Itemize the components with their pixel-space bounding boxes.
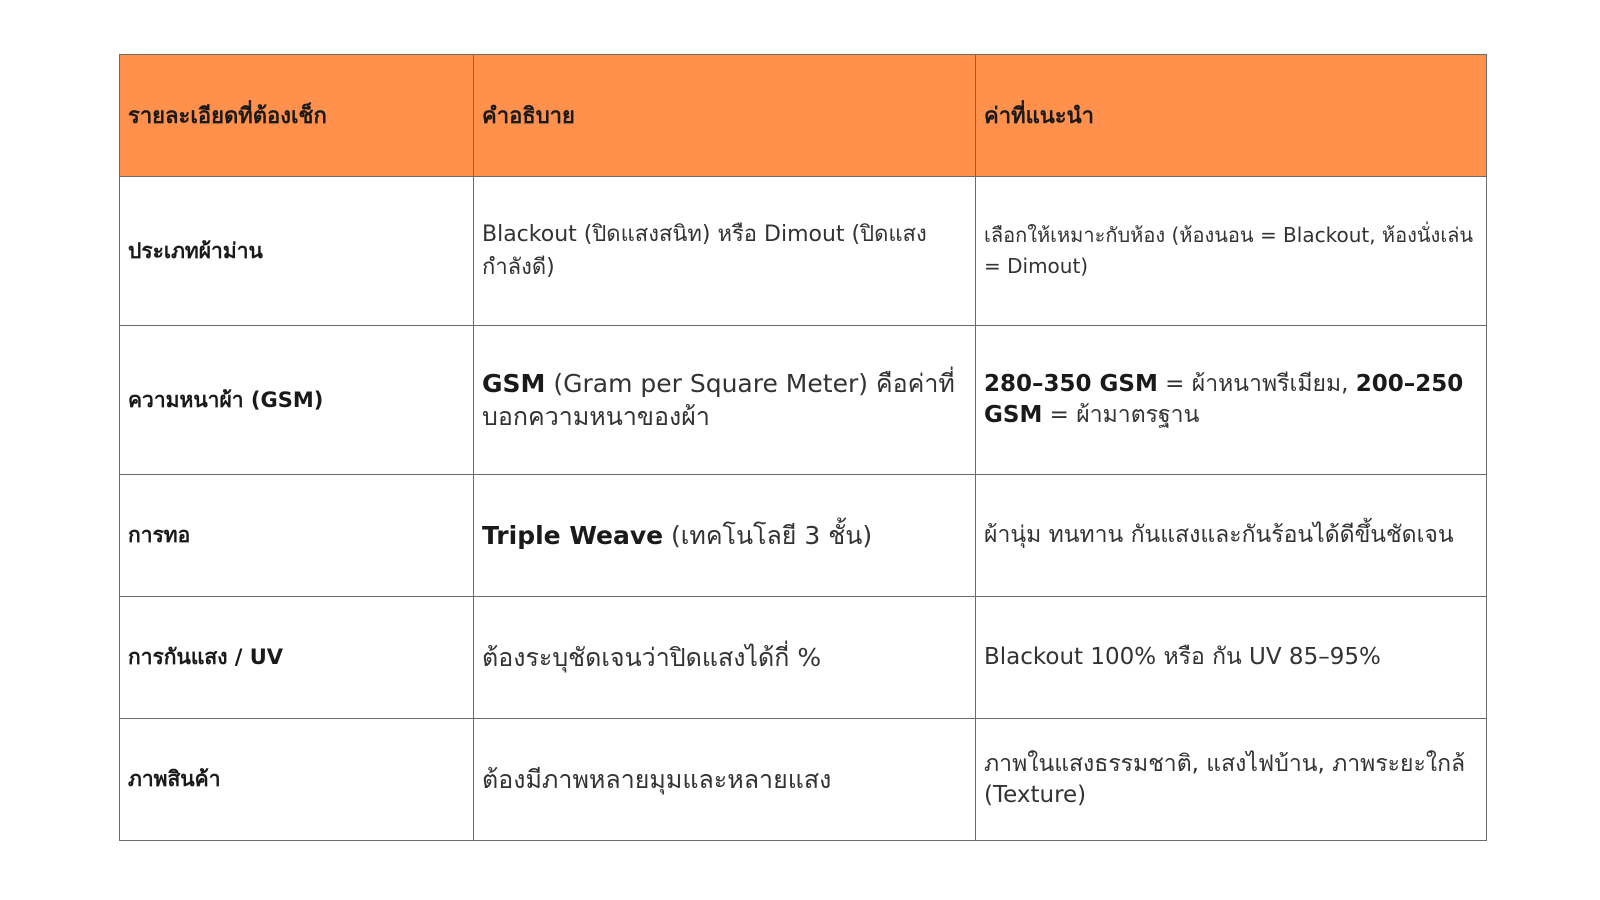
comparison-table-container bbox=[119, 54, 1486, 841]
description-bold: Triple Weave bbox=[482, 521, 664, 550]
recommended-bold: 280–350 GSM bbox=[984, 371, 1158, 397]
header-recommended: ค่าที่แนะนำ bbox=[976, 55, 1487, 177]
row-label: ความหนาผ้า (GSM) bbox=[120, 326, 474, 475]
table-row bbox=[120, 475, 1487, 597]
row-description: ต้องระบุชัดเจนว่าปิดแสงได้กี่ % bbox=[474, 597, 976, 719]
table-row bbox=[120, 177, 1487, 326]
row-recommended: เลือกให้เหมาะกับห้อง (ห้องนอน = Blackout, ห้องนั่งเล่น = Dimout) bbox=[976, 177, 1487, 326]
row-label: ประเภทผ้าม่าน bbox=[120, 177, 474, 326]
recommended-text: = ผ้าหนาพรีเมียม, bbox=[1157, 371, 1356, 397]
row-description: Blackout (ปิดแสงสนิท) หรือ Dimout (ปิดแสงกำลังดี) bbox=[474, 177, 976, 326]
description-bold: GSM bbox=[482, 369, 546, 398]
row-label: การกันแสง / UV bbox=[120, 597, 474, 719]
row-label: ภาพสินค้า bbox=[120, 719, 474, 841]
row-recommended bbox=[976, 326, 1487, 475]
header-detail: รายละเอียดที่ต้องเช็ก bbox=[120, 55, 474, 177]
row-label: การทอ bbox=[120, 475, 474, 597]
description-text: (Gram per Square Meter) คือค่าที่บอกความหนาของผ้า bbox=[482, 369, 955, 431]
table-row bbox=[120, 597, 1487, 719]
header-row bbox=[120, 55, 1487, 177]
curtain-checklist-table bbox=[119, 54, 1487, 841]
table-body bbox=[120, 177, 1487, 841]
recommended-text: = ผ้ามาตรฐาน bbox=[1042, 402, 1200, 428]
recommended-bold: 200–250 GSM bbox=[984, 371, 1464, 428]
row-description bbox=[474, 475, 976, 597]
row-description bbox=[474, 326, 976, 475]
row-description: ต้องมีภาพหลายมุมและหลายแสง bbox=[474, 719, 976, 841]
header-description: คำอธิบาย bbox=[474, 55, 976, 177]
table-header bbox=[120, 55, 1487, 177]
description-text: (เทคโนโลยี 3 ชั้น) bbox=[663, 521, 873, 550]
row-recommended: ภาพในแสงธรรมชาติ, แสงไฟบ้าน, ภาพระยะใกล้ (Texture) bbox=[976, 719, 1487, 841]
row-recommended: Blackout 100% หรือ กัน UV 85–95% bbox=[976, 597, 1487, 719]
row-recommended: ผ้านุ่ม ทนทาน กันแสงและกันร้อนได้ดีขึ้นชัดเจน bbox=[976, 475, 1487, 597]
table-row bbox=[120, 719, 1487, 841]
table-row bbox=[120, 326, 1487, 475]
